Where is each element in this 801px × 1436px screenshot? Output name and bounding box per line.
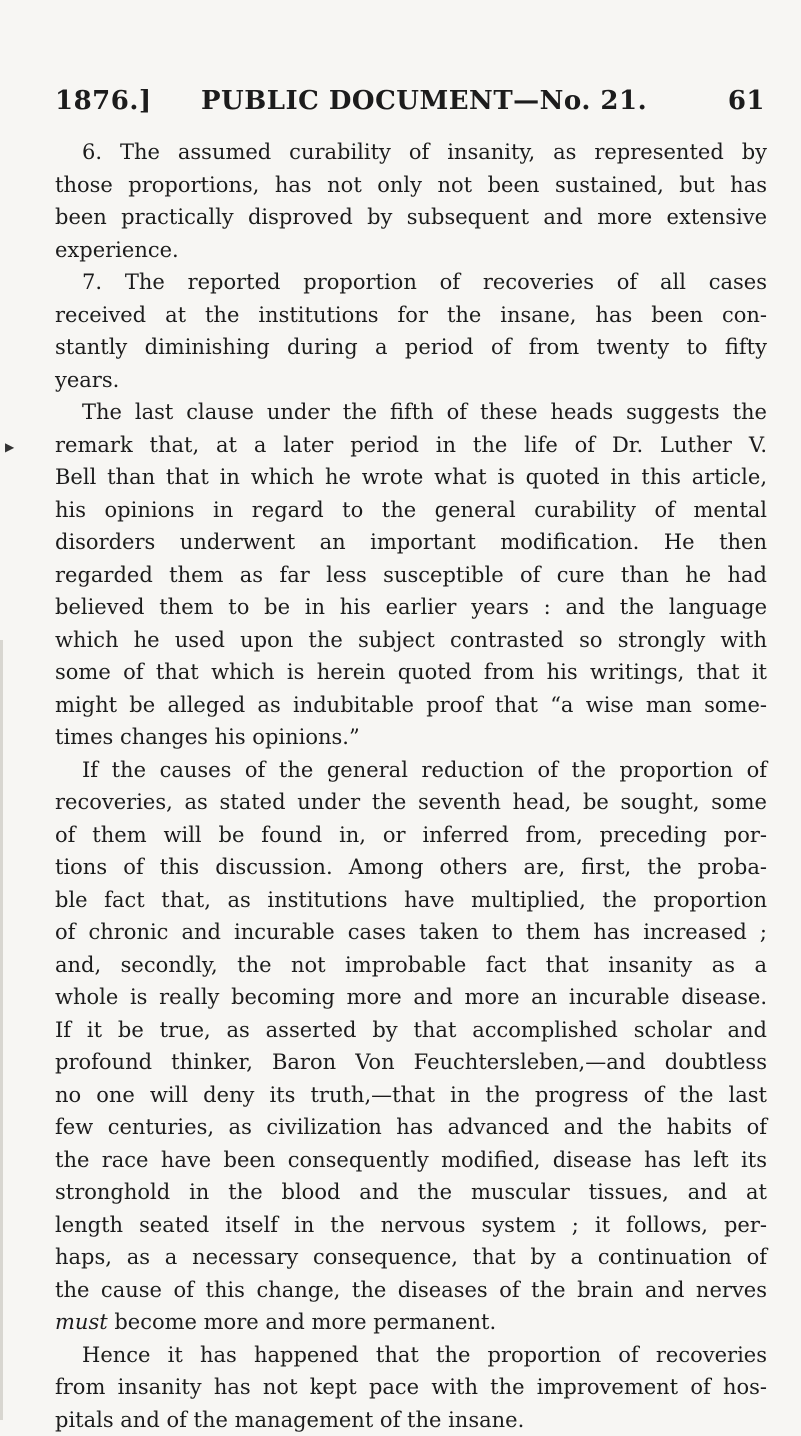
text-line: stronghold in the blood and the muscular tissues, and at xyxy=(55,1176,767,1209)
text-line: stantly diminishing during a period of from twenty to fifty xyxy=(55,331,767,364)
text-line: of chronic and incurable cases taken to them has increased ; xyxy=(55,916,767,949)
text-line: received at the institutions for the insane, has been con- xyxy=(55,299,767,332)
text-line: been practically disproved by subsequent and more extensive xyxy=(55,201,767,234)
text-line: whole is really becoming more and more an incurable disease. xyxy=(55,981,767,1014)
text-line: his opinions in regard to the general curability of mental xyxy=(55,494,767,527)
text-line: pitals and of the management of the insane. xyxy=(55,1404,767,1436)
text-line: remark that, at a later period in the life of Dr. Luther V. xyxy=(55,429,767,462)
text-line: years. xyxy=(55,364,767,397)
text-line: If the causes of the general reduction of the proportion of xyxy=(55,754,767,787)
text-line: 6. The assumed curability of insanity, as represented by xyxy=(55,136,767,169)
page-number: 61 xyxy=(728,86,765,116)
text-line: some of that which is herein quoted from his writings, that it xyxy=(55,656,767,689)
text-line: Bell than that in which he wrote what is quoted in this article, xyxy=(55,461,767,494)
text-line: few centuries, as civilization has advanced and the habits of xyxy=(55,1111,767,1144)
text-line: which he used upon the subject contrasted so strongly with xyxy=(55,624,767,657)
text-line: length seated itself in the nervous system ; it follows, per- xyxy=(55,1209,767,1242)
text-line: those proportions, has not only not been sustained, but has xyxy=(55,169,767,202)
text-line: haps, as a necessary consequence, that by a continuation of xyxy=(55,1241,767,1274)
text-line: 7. The reported proportion of recoveries of all cases xyxy=(55,266,767,299)
text-line: from insanity has not kept pace with the improvement of hos- xyxy=(55,1371,767,1404)
text-line-emphasis xyxy=(55,1306,767,1339)
text-line: ble fact that, as institutions have multiplied, the proportion xyxy=(55,884,767,917)
text-line: profound thinker, Baron Von Feuchtersleben,—and doubtless xyxy=(55,1046,767,1079)
page-edge-shadow xyxy=(0,640,3,1420)
header-title: PUBLIC DOCUMENT—No. 21. xyxy=(201,86,647,116)
text-line: times changes his opinions.” xyxy=(55,721,767,754)
text-line: experience. xyxy=(55,234,767,267)
text-line: If it be true, as asserted by that accomplished scholar and xyxy=(55,1014,767,1047)
text-line: disorders underwent an important modification. He then xyxy=(55,526,767,559)
text-line: the race have been consequently modified, disease has left its xyxy=(55,1144,767,1177)
text-line: recoveries, as stated under the seventh head, be sought, some xyxy=(55,786,767,819)
text-line: Hence it has happened that the proportion of recoveries xyxy=(55,1339,767,1372)
emphasized-word: must xyxy=(55,1310,108,1334)
text-line: tions of this discussion. Among others are, first, the proba- xyxy=(55,851,767,884)
body-text xyxy=(55,136,767,1436)
text-line: and, secondly, the not improbable fact that insanity as a xyxy=(55,949,767,982)
text-line: might be alleged as indubitable proof that “a wise man some- xyxy=(55,689,767,722)
text-line: believed them to be in his earlier years : and the language xyxy=(55,591,767,624)
text-line-rest: become more and more permanent. xyxy=(114,1310,496,1334)
text-line: of them will be found in, or inferred from, preceding por- xyxy=(55,819,767,852)
text-line: the cause of this change, the diseases of the brain and nerves xyxy=(55,1274,767,1307)
margin-mark-icon: ▶ xyxy=(5,440,14,454)
text-line: regarded them as far less susceptible of cure than he had xyxy=(55,559,767,592)
header-year: 1876.] xyxy=(55,86,152,116)
text-line: no one will deny its truth,—that in the progress of the last xyxy=(55,1079,767,1112)
text-line: The last clause under the fifth of these heads suggests the xyxy=(55,396,767,429)
